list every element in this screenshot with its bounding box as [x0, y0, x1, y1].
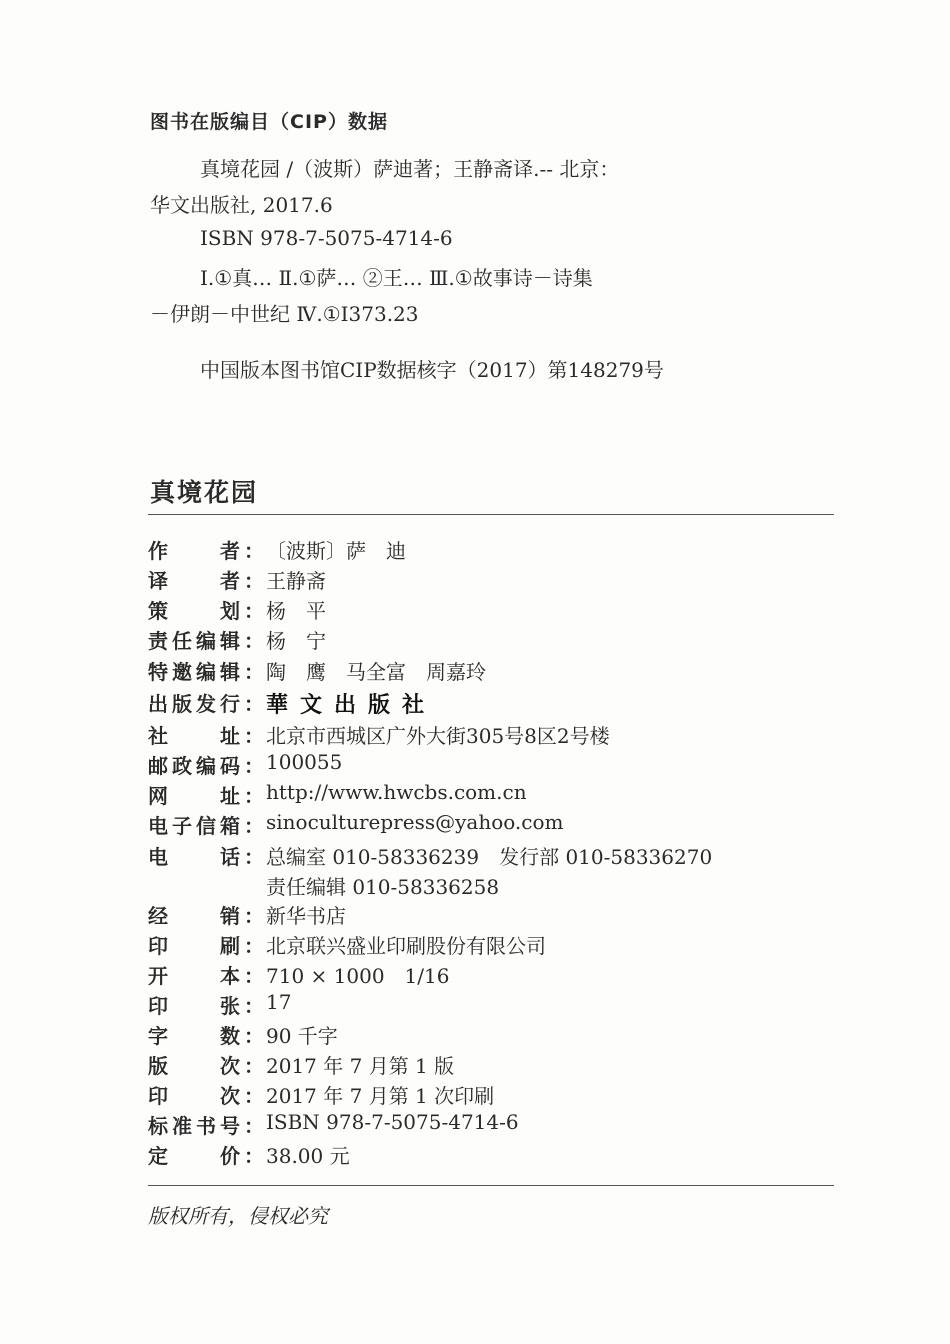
colon: ：	[244, 1084, 264, 1108]
cip-line-3: ISBN 978-7-5075-4714-6	[200, 226, 453, 250]
info-value: ISBN 978-7-5075-4714-6	[266, 1110, 519, 1134]
info-label: 标准书号	[148, 1114, 240, 1138]
info-value: 责任编辑 010-58336258	[266, 875, 500, 899]
info-value: sinoculturepress@yahoo.com	[266, 810, 564, 834]
colon: ：	[244, 539, 264, 563]
copyright-notice: 版权所有，侵权必究	[148, 1204, 328, 1228]
info-value: http://www.hwcbs.com.cn	[266, 780, 527, 804]
info-value: 90 千字	[266, 1024, 338, 1048]
info-value: 陶 鹰 马全富 周嘉玲	[266, 660, 486, 684]
colon: ：	[244, 724, 264, 748]
cip-line-1: 真境花园 /（波斯）萨迪著；王静斋译.-- 北京：	[200, 157, 620, 181]
info-label: 字数	[148, 1024, 240, 1048]
info-label: 电子信箱	[148, 814, 240, 838]
info-label: 邮政编码	[148, 754, 240, 778]
colon: ：	[244, 1024, 264, 1048]
info-value: 2017 年 7 月第 1 次印刷	[266, 1084, 495, 1108]
bottom-divider	[148, 1185, 834, 1186]
colon: ：	[244, 1054, 264, 1078]
info-value: 北京市西城区广外大街305号8区2号楼	[266, 724, 610, 748]
cip-heading: 图书在版编目（CIP）数据	[150, 111, 388, 133]
top-divider	[148, 514, 834, 515]
colon: ：	[244, 934, 264, 958]
info-value: 17	[266, 990, 292, 1014]
info-value: 2017 年 7 月第 1 版	[266, 1054, 455, 1078]
info-label: 印次	[148, 1084, 240, 1108]
info-label: 经销	[148, 904, 240, 928]
info-label: 作者	[148, 539, 240, 563]
info-value: 总编室 010-58336239 发行部 010-58336270	[266, 845, 713, 869]
colon: ：	[244, 784, 264, 808]
colon: ：	[244, 904, 264, 928]
colon: ：	[244, 754, 264, 778]
info-value: 100055	[266, 750, 343, 774]
info-label: 社址	[148, 724, 240, 748]
info-label: 出版发行	[148, 692, 240, 716]
colon: ：	[244, 845, 264, 869]
cip-line-2: 华文出版社, 2017.6	[150, 193, 333, 217]
info-label: 策划	[148, 599, 240, 623]
info-value: 北京联兴盛业印刷股份有限公司	[266, 934, 546, 958]
colon: ：	[244, 814, 264, 838]
colon: ：	[244, 629, 264, 653]
colon: ：	[244, 692, 264, 716]
colon: ：	[244, 1114, 264, 1138]
info-value: 新华书店	[266, 904, 346, 928]
colon: ：	[244, 660, 264, 684]
info-label: 版次	[148, 1054, 240, 1078]
info-label: 定价	[148, 1144, 240, 1168]
cip-line-5: －伊朗－中世纪 Ⅳ.①I373.23	[150, 302, 419, 326]
colon: ：	[244, 1144, 264, 1168]
info-label: 责任编辑	[148, 629, 240, 653]
book-title: 真境花园	[150, 478, 259, 507]
info-label: 特邀编辑	[148, 660, 240, 684]
cip-line-4: Ⅰ.①真… Ⅱ.①萨… ②王… Ⅲ.①故事诗－诗集	[200, 266, 593, 290]
info-value: 710 × 1000 1/16	[266, 964, 450, 988]
publisher-logo: 華文出版社	[266, 692, 437, 718]
colon: ：	[244, 994, 264, 1018]
info-label: 译者	[148, 569, 240, 593]
info-value: 王静斋	[266, 569, 326, 593]
info-value: 杨 宁	[266, 629, 326, 653]
colon: ：	[244, 599, 264, 623]
info-value: 杨 平	[266, 599, 326, 623]
cip-line-6: 中国版本图书馆CIP数据核字（2017）第148279号	[200, 358, 664, 382]
info-label: 印张	[148, 994, 240, 1018]
colon: ：	[244, 569, 264, 593]
info-label: 印刷	[148, 934, 240, 958]
info-label: 网址	[148, 784, 240, 808]
info-value: 〔波斯〕萨 迪	[266, 539, 406, 563]
info-label: 电话	[148, 845, 240, 869]
info-value: 38.00 元	[266, 1144, 350, 1168]
info-label: 开本	[148, 964, 240, 988]
colon: ：	[244, 964, 264, 988]
